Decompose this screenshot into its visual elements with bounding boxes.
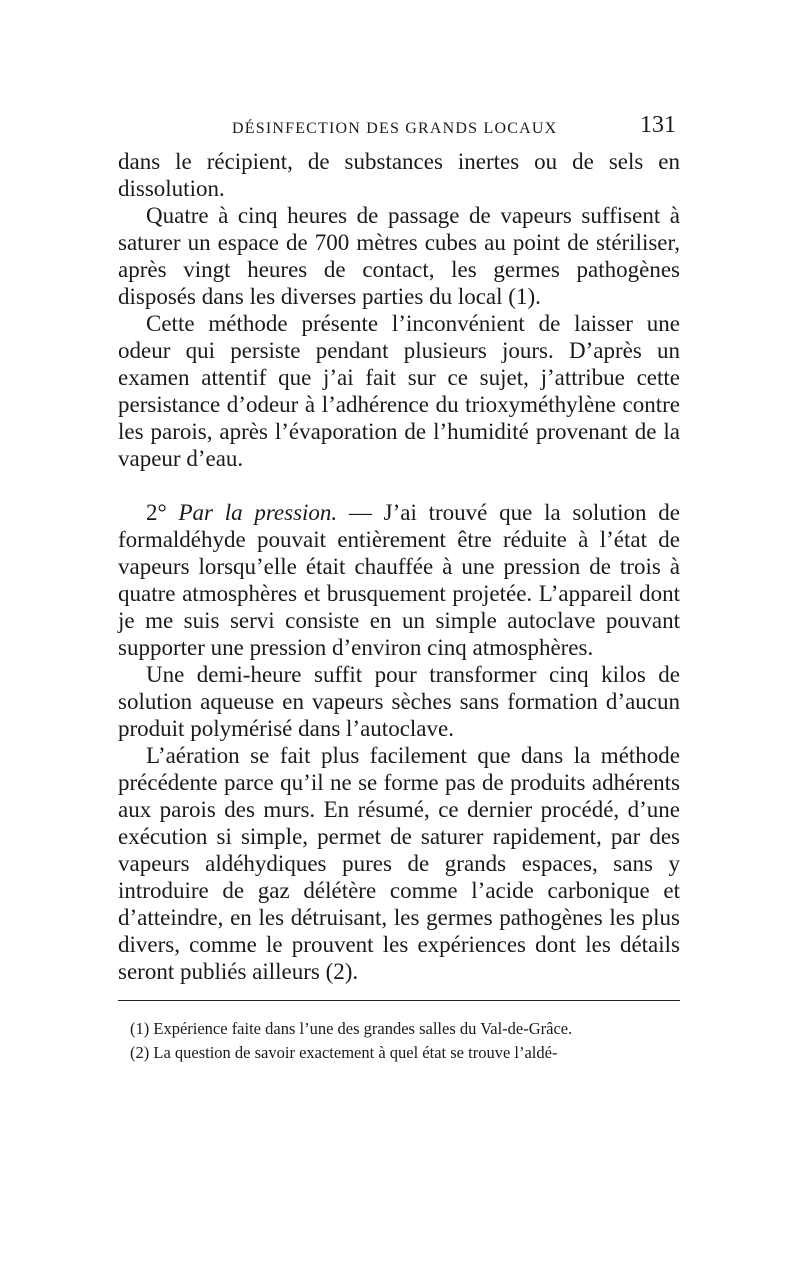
footnote-1: (1) Expérience faite dans l’une des grandes salles du Val-de-Grâce.	[130, 1019, 573, 1038]
footnote-2: (2) La question de savoir exactement à quel état se trouve l’aldé-	[130, 1043, 558, 1062]
paragraph-saturation: Quatre à cinq heures de passage de vapeurs suffisent à saturer un espace de 700 mètres cubes au point de stériliser, après vingt heures de contact, les germes pathogènes disposés dans les diverses parties du local (1).	[118, 203, 680, 309]
footnote-divider	[118, 1000, 680, 1001]
running-header	[118, 112, 680, 146]
section-text: — J’ai trouvé que la solution de formaldéhyde pouvait entièrement être réduite à l’état de vapeurs lorsqu’elle était chauffée à une pression de trois à quatre atmosphères et brusquement projetée. L’appareil dont je me suis servi consiste en un simple autoclave pouvant supporter une pression d’environ cinq atmosphères.	[118, 500, 680, 660]
paragraph-odeur: Cette méthode présente l’inconvénient de laisser une odeur qui persiste pendant plusieurs jours. D’après un examen attentif que j’ai fait sur ce sujet, j’attribue cette persistance d’odeur à l’adhérence du trioxyméthylène contre les parois, après l’évaporation de l’humidité provenant de la vapeur d’eau.	[118, 311, 680, 471]
paragraph-continuation: dans le récipient, de substances inertes ou de sels en dissolution.	[118, 149, 680, 201]
page-number: 131	[640, 112, 676, 138]
section-heading: Par la pression.	[178, 500, 338, 525]
paragraph-demi-heure: Une demi-heure suffit pour transformer cinq kilos de solution aqueuse en vapeurs sèches sans formation d’aucun produit polymérisé dans l’autoclave.	[118, 662, 680, 741]
paragraph-aeration: L’aération se fait plus facilement que dans la méthode précédente parce qu’il ne se forme pas de produits adhérents aux parois des murs. En résumé, ce dernier procédé, d’une exécution si simple, permet de saturer rapidement, par des vapeurs aldéhydiques pures de grands espaces, sans y introduire de gaz délétère comme l’acide carbonique et d’atteindre, en les détruisant, les germes pathogènes les plus divers, comme le prouvent les expériences dont les détails seront publiés ailleurs (2).	[118, 743, 680, 984]
section-number: 2°	[146, 500, 167, 525]
main-text	[118, 148, 680, 985]
running-title: DÉSINFECTION DES GRANDS LOCAUX	[232, 120, 558, 137]
paragraph-pression	[118, 499, 680, 661]
footnotes	[118, 1017, 680, 1065]
